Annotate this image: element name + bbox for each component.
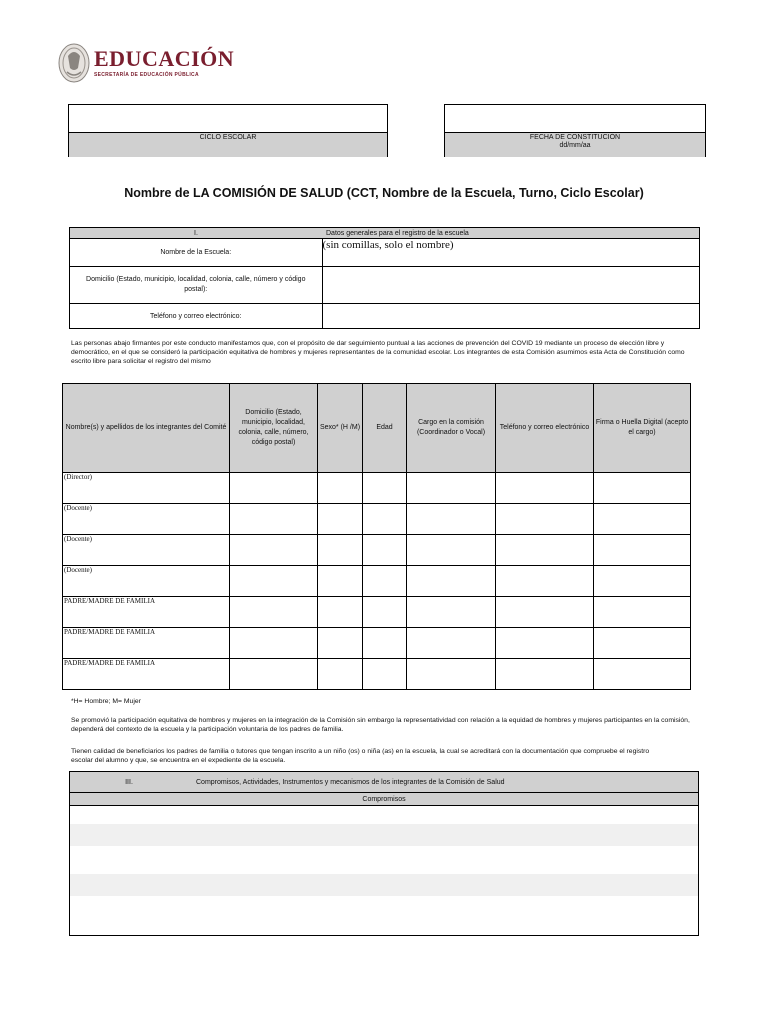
address-row (70, 267, 700, 304)
member-age-cell[interactable] (363, 504, 407, 535)
section3-heading: Compromisos, Actividades, Instrumentos y mecanismos de los integrantes de la Comisión de Salud (188, 772, 699, 793)
fecha-constitucion-label (445, 133, 705, 157)
member-phone-cell[interactable] (496, 628, 594, 659)
header-phone: Teléfono y correo electrónico (496, 384, 594, 473)
commitment-line[interactable] (70, 824, 698, 846)
member-name-cell[interactable] (63, 535, 230, 566)
header-sex: Sexo* (H /M) (318, 384, 363, 473)
member-name-cell[interactable] (63, 473, 230, 504)
fecha-constitucion-box (444, 104, 706, 157)
commitments-table (69, 771, 699, 936)
row-role-label: (Director) (64, 473, 92, 481)
row-role-label: PADRE/MADRE DE FAMILIA (64, 597, 156, 605)
school-data-table (69, 227, 700, 329)
fecha-constitucion-field[interactable] (445, 105, 705, 133)
members-table (62, 383, 691, 690)
member-age-cell[interactable] (363, 628, 407, 659)
member-signature-cell[interactable] (594, 659, 691, 690)
member-name-cell[interactable] (63, 504, 230, 535)
commitments-field[interactable] (70, 806, 699, 936)
fecha-format-text: dd/mm/aa (559, 142, 591, 149)
member-age-cell[interactable] (363, 535, 407, 566)
brand-subtitle: SECRETARÍA DE EDUCACIÓN PÚBLICA (94, 72, 199, 78)
address-label: Domicilio (Estado, municipio, localidad, colonia, calle, número y código postal): (70, 267, 323, 304)
header-name: Nombre(s) y apellidos de los integrantes del Comité (63, 384, 230, 473)
school-name-hint: (sin comillas, solo el nombre) (322, 239, 454, 251)
commitments-subheading: Compromisos (70, 793, 699, 806)
member-sex-cell[interactable] (318, 597, 363, 628)
section3-number: III. (70, 772, 189, 793)
table-row (63, 504, 691, 535)
member-signature-cell[interactable] (594, 504, 691, 535)
section1-heading: Datos generales para el registro de la escuela (322, 228, 700, 239)
row-role-label: (Docente) (64, 504, 92, 512)
member-role-cell[interactable] (407, 535, 496, 566)
member-phone-cell[interactable] (496, 659, 594, 690)
page-title: Nombre de LA COMISIÓN DE SALUD (CCT, Nombre de la Escuela, Turno, Ciclo Escolar) (124, 186, 644, 200)
member-role-cell[interactable] (407, 659, 496, 690)
row-role-label: (Docente) (64, 566, 92, 574)
member-sex-cell[interactable] (318, 566, 363, 597)
member-address-cell[interactable] (230, 473, 318, 504)
header-signature: Firma o Huella Digital (acepto el cargo) (594, 384, 691, 473)
table-row (63, 473, 691, 504)
equity-paragraph: Se promovió la participación equitativa de hombres y mujeres en la integración de la Comisión sin embargo la representatividad con relación a la equidad de hombres y mujeres participantes en la comisión, dependerá del contexto de la escuela y la participación voluntaria de los padres de familia. (71, 717, 690, 733)
member-role-cell[interactable] (407, 566, 496, 597)
member-phone-cell[interactable] (496, 504, 594, 535)
member-address-cell[interactable] (230, 597, 318, 628)
mexico-coat-of-arms-icon (58, 42, 90, 84)
member-phone-cell[interactable] (496, 566, 594, 597)
member-role-cell[interactable] (407, 597, 496, 628)
row-role-label: (Docente) (64, 535, 92, 543)
commitment-line[interactable] (70, 896, 698, 934)
member-address-cell[interactable] (230, 566, 318, 597)
member-role-cell[interactable] (407, 473, 496, 504)
ciclo-escolar-label: CICLO ESCOLAR (69, 133, 387, 157)
member-sex-cell[interactable] (318, 535, 363, 566)
phone-label: Teléfono y correo electrónico: (70, 304, 323, 329)
intro-paragraph: Las personas abajo firmantes por este conducto manifestamos que, con el propósito de dar seguimiento puntual a las acciones de prevención del COVID 19 mediante un proceso de elección libre y democrático, en el que se consideró la participación equitativa de hombres y mujeres representantes de la comunidad escolar. Los integrantes de esta Comisión asumimos esta Acta de Constitución como escrito libre para solicitar el registro del mismo (71, 340, 685, 365)
row-role-label: PADRE/MADRE DE FAMILIA (64, 659, 156, 667)
member-signature-cell[interactable] (594, 628, 691, 659)
member-age-cell[interactable] (363, 566, 407, 597)
member-name-cell[interactable] (63, 628, 230, 659)
header-age: Edad (363, 384, 407, 473)
member-role-cell[interactable] (407, 628, 496, 659)
brand-name: EDUCACIÓN (94, 46, 235, 71)
school-name-row (70, 239, 700, 267)
beneficiaries-paragraph: Tienen calidad de beneficiarios los padres de familia o tutores que tengan inscrito a un niño (os) o niña (as) en la escuela, la cual se acreditará con la documentación que compruebe el registro escolar del alumno y que, se encuentra en el expediente de la escuela. (71, 748, 650, 764)
commitment-line[interactable] (70, 846, 698, 874)
member-phone-cell[interactable] (496, 473, 594, 504)
member-signature-cell[interactable] (594, 535, 691, 566)
member-phone-cell[interactable] (496, 535, 594, 566)
table-row (63, 659, 691, 690)
member-sex-cell[interactable] (318, 473, 363, 504)
ciclo-escolar-field[interactable] (69, 105, 387, 133)
fecha-label-text: FECHA DE CONSTITUCIÓN (529, 134, 621, 141)
member-name-cell[interactable] (63, 597, 230, 628)
member-age-cell[interactable] (363, 597, 407, 628)
member-signature-cell[interactable] (594, 566, 691, 597)
table-row (63, 597, 691, 628)
member-role-cell[interactable] (407, 504, 496, 535)
member-address-cell[interactable] (230, 504, 318, 535)
row-role-label: PADRE/MADRE DE FAMILIA (64, 628, 156, 636)
school-name-label: Nombre de la Escuela: (70, 239, 323, 267)
table-row (63, 628, 691, 659)
table-row (63, 566, 691, 597)
ciclo-escolar-box (68, 104, 388, 157)
member-sex-cell[interactable] (318, 659, 363, 690)
section1-number: I. (70, 228, 323, 239)
member-address-cell[interactable] (230, 659, 318, 690)
member-age-cell[interactable] (363, 473, 407, 504)
table-row (63, 535, 691, 566)
commitment-line[interactable] (70, 874, 698, 896)
address-field[interactable] (322, 267, 700, 304)
commitment-line[interactable] (70, 806, 698, 824)
member-age-cell[interactable] (363, 659, 407, 690)
school-name-field[interactable] (322, 239, 700, 267)
member-name-cell[interactable] (63, 566, 230, 597)
member-phone-cell[interactable] (496, 597, 594, 628)
member-sex-cell[interactable] (318, 628, 363, 659)
header-role: Cargo en la comisión (Coordinador o Vocal) (407, 384, 496, 473)
member-name-cell[interactable] (63, 659, 230, 690)
sex-footnote: *H= Hombre; M= Mujer (71, 698, 141, 705)
header-address: Domicilio (Estado, municipio, localidad, colonia, calle, número, código postal) (230, 384, 318, 473)
member-sex-cell[interactable] (318, 504, 363, 535)
member-signature-cell[interactable] (594, 473, 691, 504)
member-address-cell[interactable] (230, 628, 318, 659)
member-signature-cell[interactable] (594, 597, 691, 628)
phone-row (70, 304, 700, 329)
header-logo (58, 40, 235, 90)
member-address-cell[interactable] (230, 535, 318, 566)
phone-field[interactable] (322, 304, 700, 329)
